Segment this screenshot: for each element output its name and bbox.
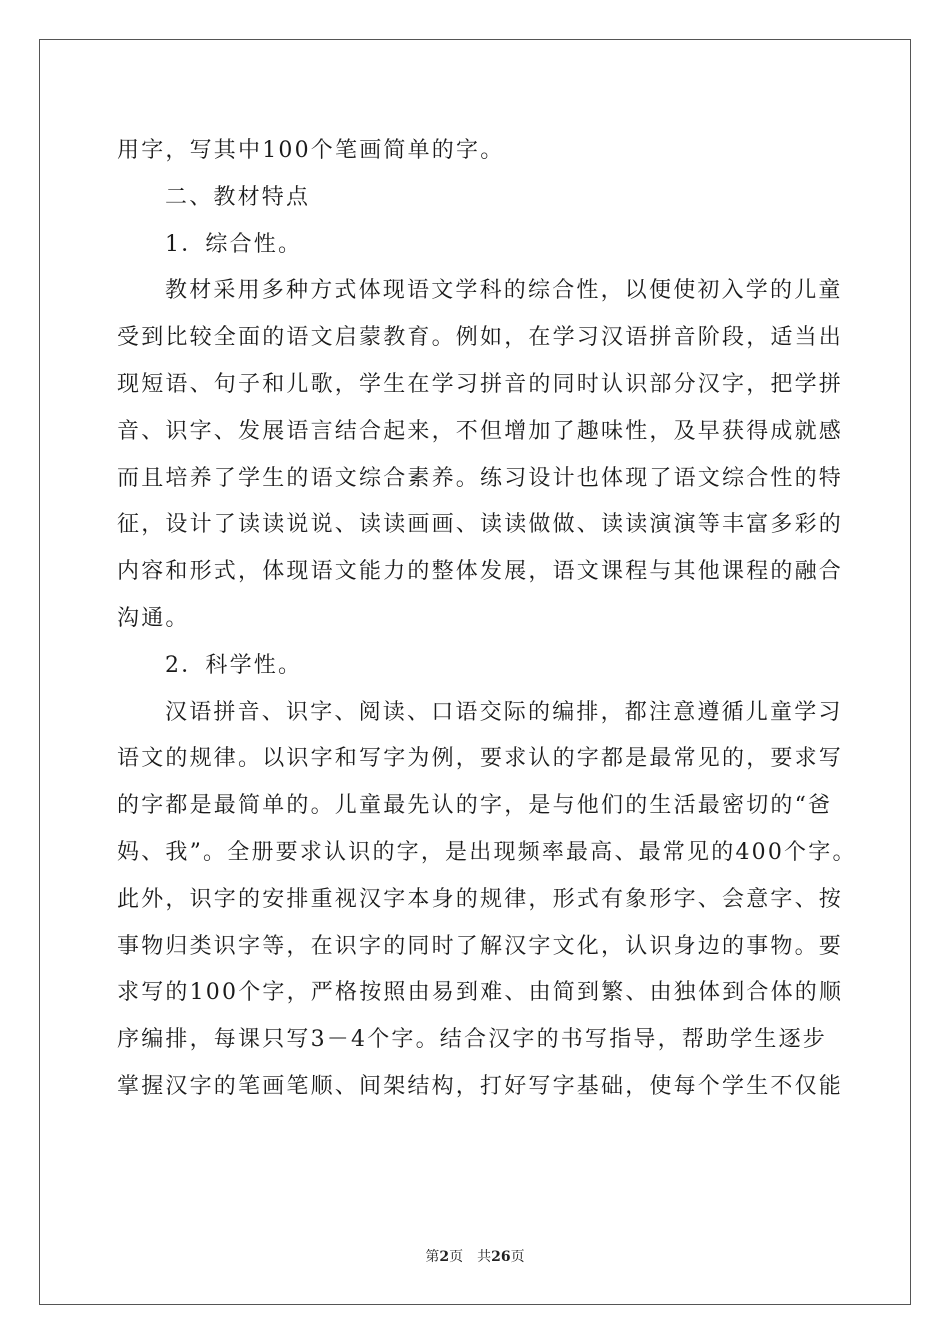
text-line: 事物归类识字等，在识字的同时了解汉字文化，认识身边的事物。要 (117, 933, 844, 959)
text-line: 受到比较全面的语文启蒙教育。例如，在学习汉语拼音阶段，适当出 (117, 325, 844, 351)
text-line: 语文的规律。以识字和写字为例，要求认的字都是最常见的，要求写 (117, 746, 844, 772)
subsection-heading: 2．科学性。 (165, 652, 303, 678)
text-line: 教材采用多种方式体现语文学科的综合性，以便使初入学的儿童 (165, 278, 843, 304)
text-line: 求写的100个字，严格按照由易到难、由简到繁、由独体到合体的顺 (117, 980, 844, 1006)
text-line: 用字，写其中100个笔画简单的字。 (117, 138, 505, 163)
page-prefix: 第 (425, 1249, 440, 1265)
text-line: 而且培养了学生的语文综合素养。练习设计也体现了语文综合性的特 (117, 465, 844, 491)
text-line: 征，设计了读读说说、读读画画、读读做做、读读演演等丰富多彩的 (117, 512, 844, 538)
text-line: 此外，识字的安排重视汉字本身的规律，形式有象形字、会意字、按 (117, 886, 844, 912)
section-heading: 二、教材特点 (165, 184, 311, 210)
text-line: 现短语、句子和儿歌，学生在学习拼音的同时认识部分汉字，把学拼 (117, 371, 844, 397)
text-line: 音、识字、发展语言结合起来，不但增加了趣味性，及早获得成就感 (117, 418, 844, 444)
text-line: 的字都是最简单的。儿童最先认的字，是与他们的生活最密切的“爸 (117, 793, 833, 819)
page-suffix: 页 (449, 1249, 464, 1265)
subsection-heading: 1．综合性。 (165, 231, 303, 257)
text-line: 掌握汉字的笔画笔顺、间架结构，打好写字基础，使每个学生不仅能 (117, 1073, 844, 1099)
text-line: 妈、我”。全册要求认识的字，是出现频率最高、最常见的400个字。 (117, 839, 857, 865)
total-prefix: 共 (477, 1249, 492, 1265)
text-line: 序编排，每课只写3－4个字。结合汉字的书写指导，帮助学生逐步 (117, 1027, 827, 1053)
page-number: 2 (439, 1249, 450, 1265)
text-line: 内容和形式，体现语文能力的整体发展，语文课程与其他课程的融合 (117, 559, 844, 585)
text-line: 沟通。 (117, 605, 190, 631)
total-suffix: 页 (510, 1249, 525, 1265)
page-footer (0, 1246, 950, 1266)
document-body (117, 128, 857, 1111)
text-line: 汉语拼音、识字、阅读、口语交际的编排，都注意遵循儿童学习 (165, 699, 843, 725)
total-pages: 26 (491, 1249, 511, 1265)
